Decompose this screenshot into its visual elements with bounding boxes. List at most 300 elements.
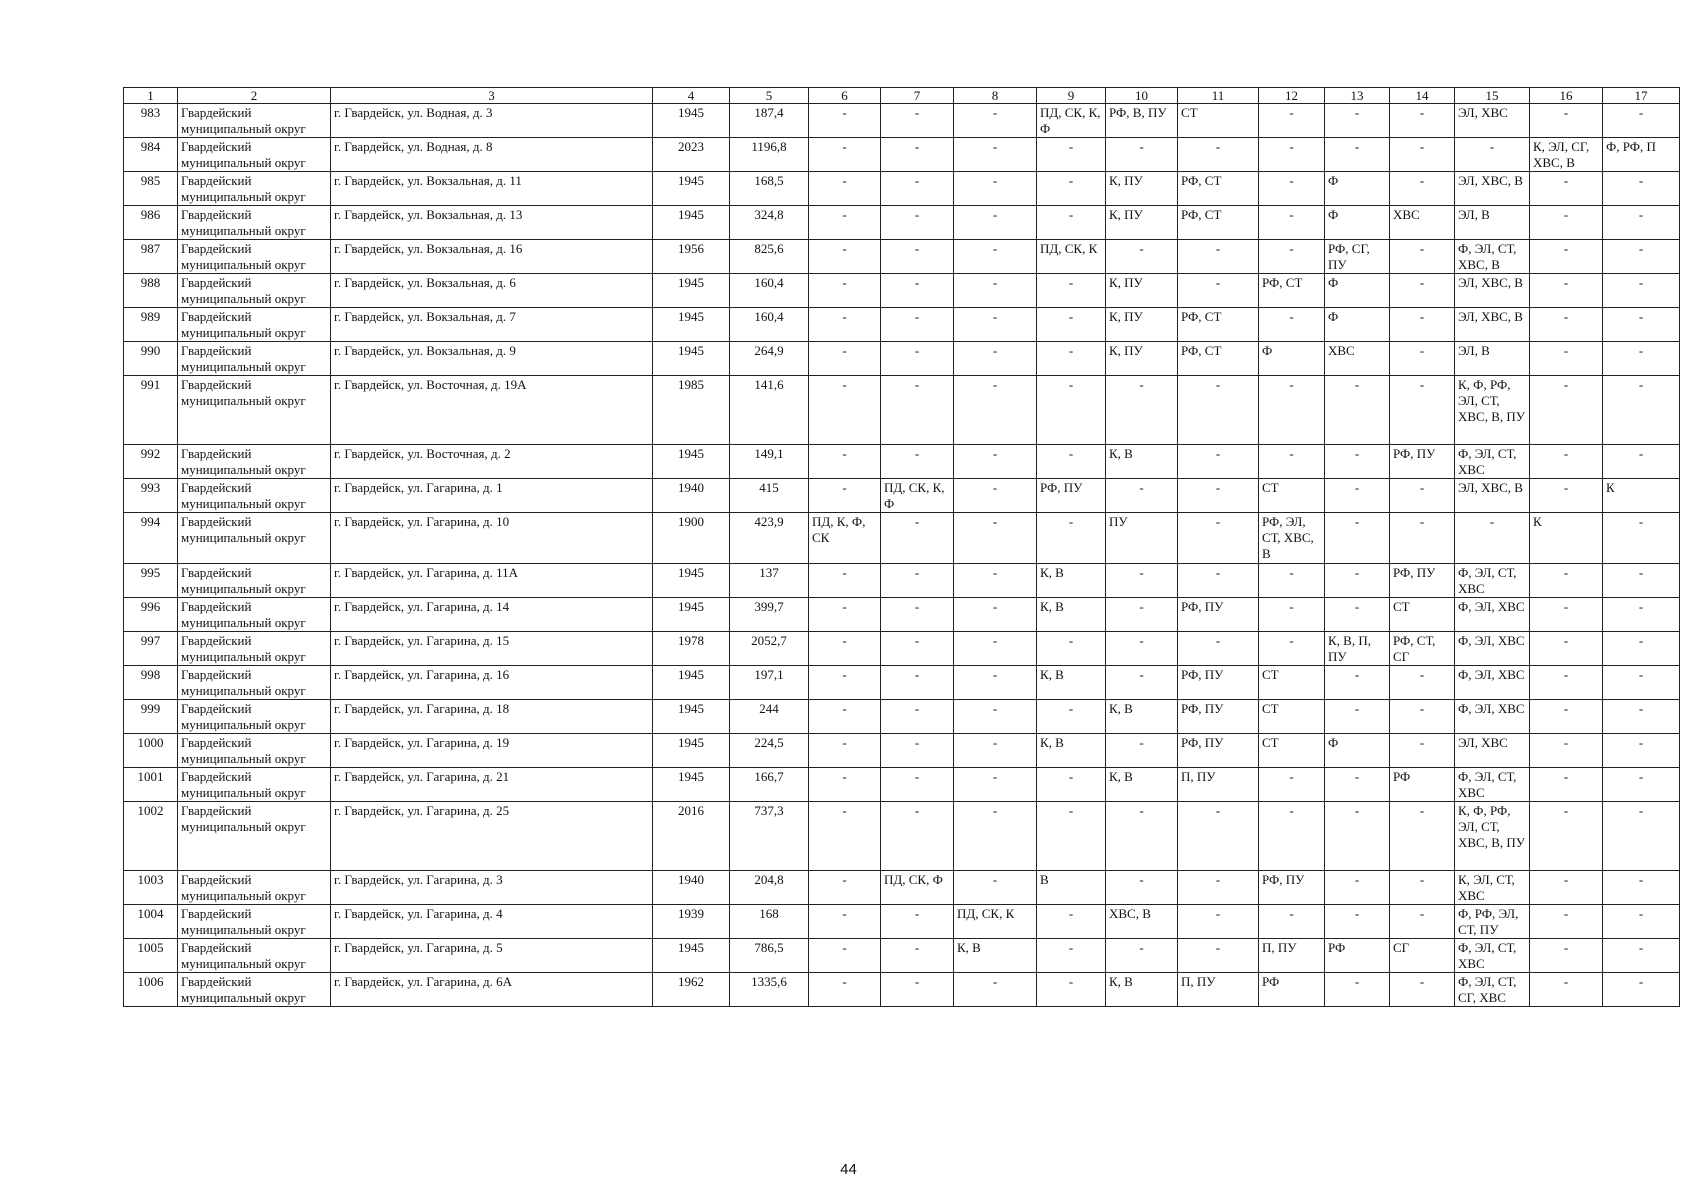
cell-col-14: - — [1390, 905, 1455, 939]
table-body — [124, 104, 1680, 1007]
cell-col-13: - — [1325, 104, 1390, 138]
cell-col-12: - — [1259, 632, 1325, 666]
cell-col-1: 998 — [124, 666, 178, 700]
cell-col-5: 166,7 — [730, 768, 809, 802]
cell-col-8: - — [954, 598, 1037, 632]
cell-col-14: - — [1390, 342, 1455, 376]
cell-col-7: - — [881, 802, 954, 871]
cell-col-6: - — [809, 308, 881, 342]
cell-col-15: Ф, ЭЛ, СТ, ХВС — [1455, 445, 1530, 479]
cell-col-7: ПД, СК, К, Ф — [881, 479, 954, 513]
cell-col-2: Гвардейский муниципальный округ — [178, 871, 331, 905]
cell-col-6: - — [809, 240, 881, 274]
cell-col-7: - — [881, 734, 954, 768]
cell-col-4: 1939 — [653, 905, 730, 939]
cell-col-8: - — [954, 104, 1037, 138]
cell-col-12: - — [1259, 802, 1325, 871]
cell-col-4: 1945 — [653, 308, 730, 342]
cell-col-17: - — [1603, 598, 1680, 632]
cell-col-16: - — [1530, 206, 1603, 240]
cell-col-7: - — [881, 564, 954, 598]
cell-col-12: П, ПУ — [1259, 939, 1325, 973]
cell-col-10: К, В — [1106, 445, 1178, 479]
table-row — [124, 445, 1680, 479]
cell-col-5: 324,8 — [730, 206, 809, 240]
cell-col-11: - — [1178, 445, 1259, 479]
cell-col-16: - — [1530, 172, 1603, 206]
cell-col-1: 984 — [124, 138, 178, 172]
cell-col-2: Гвардейский муниципальный округ — [178, 206, 331, 240]
cell-col-4: 1945 — [653, 274, 730, 308]
cell-col-12: - — [1259, 172, 1325, 206]
cell-col-12: - — [1259, 564, 1325, 598]
cell-col-14: - — [1390, 104, 1455, 138]
cell-col-17: - — [1603, 240, 1680, 274]
column-header-2: 2 — [178, 88, 331, 104]
cell-col-10: К, В — [1106, 700, 1178, 734]
cell-col-8: - — [954, 274, 1037, 308]
cell-col-12: СТ — [1259, 700, 1325, 734]
cell-col-11: П, ПУ — [1178, 768, 1259, 802]
table-row — [124, 308, 1680, 342]
cell-col-16: - — [1530, 905, 1603, 939]
cell-col-9: - — [1037, 206, 1106, 240]
cell-col-2: Гвардейский муниципальный округ — [178, 479, 331, 513]
cell-col-10: - — [1106, 802, 1178, 871]
cell-col-2: Гвардейский муниципальный округ — [178, 939, 331, 973]
cell-col-1: 993 — [124, 479, 178, 513]
cell-col-5: 415 — [730, 479, 809, 513]
table-row — [124, 240, 1680, 274]
table-row — [124, 274, 1680, 308]
cell-col-16: - — [1530, 342, 1603, 376]
cell-col-5: 737,3 — [730, 802, 809, 871]
cell-col-4: 1978 — [653, 632, 730, 666]
cell-col-11: - — [1178, 905, 1259, 939]
cell-col-10: К, ПУ — [1106, 172, 1178, 206]
cell-col-7: - — [881, 700, 954, 734]
cell-col-3: г. Гвардейск, ул. Гагарина, д. 4 — [331, 905, 653, 939]
table-row — [124, 479, 1680, 513]
cell-col-3: г. Гвардейск, ул. Гагарина, д. 6А — [331, 973, 653, 1007]
cell-col-13: - — [1325, 513, 1390, 564]
cell-col-9: РФ, ПУ — [1037, 479, 1106, 513]
cell-col-17: - — [1603, 104, 1680, 138]
cell-col-5: 786,5 — [730, 939, 809, 973]
cell-col-2: Гвардейский муниципальный округ — [178, 700, 331, 734]
cell-col-9: - — [1037, 445, 1106, 479]
cell-col-2: Гвардейский муниципальный округ — [178, 632, 331, 666]
cell-col-7: - — [881, 905, 954, 939]
cell-col-2: Гвардейский муниципальный округ — [178, 104, 331, 138]
cell-col-16: - — [1530, 445, 1603, 479]
cell-col-8: - — [954, 802, 1037, 871]
column-header-9: 9 — [1037, 88, 1106, 104]
cell-col-15: ЭЛ, В — [1455, 206, 1530, 240]
cell-col-8: - — [954, 206, 1037, 240]
header-row — [124, 88, 1680, 104]
cell-col-17: - — [1603, 342, 1680, 376]
cell-col-6: - — [809, 479, 881, 513]
cell-col-11: - — [1178, 871, 1259, 905]
cell-col-11: РФ, ПУ — [1178, 666, 1259, 700]
cell-col-4: 1945 — [653, 104, 730, 138]
column-header-12: 12 — [1259, 88, 1325, 104]
cell-col-2: Гвардейский муниципальный округ — [178, 598, 331, 632]
column-header-15: 15 — [1455, 88, 1530, 104]
cell-col-2: Гвардейский муниципальный округ — [178, 342, 331, 376]
cell-col-10: - — [1106, 479, 1178, 513]
cell-col-16: - — [1530, 308, 1603, 342]
cell-col-4: 1940 — [653, 871, 730, 905]
cell-col-3: г. Гвардейск, ул. Вокзальная, д. 9 — [331, 342, 653, 376]
cell-col-10: - — [1106, 632, 1178, 666]
cell-col-16: - — [1530, 802, 1603, 871]
cell-col-17: - — [1603, 513, 1680, 564]
cell-col-11: - — [1178, 274, 1259, 308]
cell-col-11: - — [1178, 138, 1259, 172]
cell-col-9: ПД, СК, К, Ф — [1037, 104, 1106, 138]
column-header-4: 4 — [653, 88, 730, 104]
cell-col-1: 996 — [124, 598, 178, 632]
cell-col-6: - — [809, 666, 881, 700]
cell-col-14: СГ — [1390, 939, 1455, 973]
cell-col-2: Гвардейский муниципальный округ — [178, 564, 331, 598]
cell-col-15: - — [1455, 513, 1530, 564]
cell-col-6: - — [809, 138, 881, 172]
column-header-11: 11 — [1178, 88, 1259, 104]
cell-col-7: - — [881, 445, 954, 479]
cell-col-9: - — [1037, 973, 1106, 1007]
cell-col-1: 1003 — [124, 871, 178, 905]
cell-col-4: 1956 — [653, 240, 730, 274]
cell-col-10: - — [1106, 138, 1178, 172]
cell-col-4: 1945 — [653, 768, 730, 802]
cell-col-16: - — [1530, 479, 1603, 513]
cell-col-7: - — [881, 666, 954, 700]
cell-col-6: - — [809, 632, 881, 666]
cell-col-13: - — [1325, 973, 1390, 1007]
cell-col-15: К, Ф, РФ, ЭЛ, СТ, ХВС, В, ПУ — [1455, 376, 1530, 445]
cell-col-6: - — [809, 871, 881, 905]
cell-col-7: - — [881, 342, 954, 376]
cell-col-16: - — [1530, 734, 1603, 768]
cell-col-16: - — [1530, 768, 1603, 802]
cell-col-1: 992 — [124, 445, 178, 479]
cell-col-6: - — [809, 564, 881, 598]
cell-col-9: - — [1037, 308, 1106, 342]
cell-col-12: - — [1259, 445, 1325, 479]
cell-col-11: РФ, СТ — [1178, 206, 1259, 240]
cell-col-17: - — [1603, 802, 1680, 871]
cell-col-10: - — [1106, 240, 1178, 274]
cell-col-5: 141,6 — [730, 376, 809, 445]
cell-col-6: - — [809, 734, 881, 768]
cell-col-4: 1945 — [653, 734, 730, 768]
cell-col-5: 224,5 — [730, 734, 809, 768]
cell-col-3: г. Гвардейск, ул. Гагарина, д. 1 — [331, 479, 653, 513]
cell-col-2: Гвардейский муниципальный округ — [178, 802, 331, 871]
cell-col-12: - — [1259, 308, 1325, 342]
cell-col-1: 986 — [124, 206, 178, 240]
cell-col-7: - — [881, 240, 954, 274]
cell-col-13: Ф — [1325, 308, 1390, 342]
cell-col-17: - — [1603, 939, 1680, 973]
cell-col-13: - — [1325, 871, 1390, 905]
table-row — [124, 342, 1680, 376]
cell-col-2: Гвардейский муниципальный округ — [178, 905, 331, 939]
cell-col-4: 1945 — [653, 206, 730, 240]
cell-col-8: - — [954, 973, 1037, 1007]
cell-col-8: - — [954, 734, 1037, 768]
cell-col-14: - — [1390, 172, 1455, 206]
cell-col-6: - — [809, 768, 881, 802]
cell-col-17: Ф, РФ, П — [1603, 138, 1680, 172]
cell-col-5: 423,9 — [730, 513, 809, 564]
column-header-6: 6 — [809, 88, 881, 104]
cell-col-12: - — [1259, 240, 1325, 274]
housing-register-table — [123, 87, 1680, 1007]
cell-col-7: - — [881, 308, 954, 342]
cell-col-13: ХВС — [1325, 342, 1390, 376]
cell-col-6: - — [809, 445, 881, 479]
table-row — [124, 564, 1680, 598]
table-header — [124, 88, 1680, 104]
cell-col-17: - — [1603, 700, 1680, 734]
cell-col-1: 991 — [124, 376, 178, 445]
cell-col-1: 1000 — [124, 734, 178, 768]
cell-col-12: СТ — [1259, 734, 1325, 768]
cell-col-10: К, ПУ — [1106, 274, 1178, 308]
cell-col-9: В — [1037, 871, 1106, 905]
cell-col-3: г. Гвардейск, ул. Восточная, д. 19А — [331, 376, 653, 445]
cell-col-1: 1005 — [124, 939, 178, 973]
cell-col-10: К, ПУ — [1106, 206, 1178, 240]
cell-col-1: 988 — [124, 274, 178, 308]
cell-col-2: Гвардейский муниципальный округ — [178, 734, 331, 768]
cell-col-13: - — [1325, 376, 1390, 445]
cell-col-2: Гвардейский муниципальный округ — [178, 172, 331, 206]
cell-col-12: - — [1259, 206, 1325, 240]
cell-col-6: - — [809, 104, 881, 138]
cell-col-14: - — [1390, 138, 1455, 172]
cell-col-15: Ф, ЭЛ, СТ, ХВС — [1455, 939, 1530, 973]
cell-col-1: 1004 — [124, 905, 178, 939]
cell-col-3: г. Гвардейск, ул. Гагарина, д. 14 — [331, 598, 653, 632]
cell-col-10: - — [1106, 376, 1178, 445]
cell-col-16: - — [1530, 104, 1603, 138]
cell-col-6: - — [809, 598, 881, 632]
cell-col-6: - — [809, 206, 881, 240]
cell-col-11: СТ — [1178, 104, 1259, 138]
cell-col-17: К — [1603, 479, 1680, 513]
cell-col-9: - — [1037, 274, 1106, 308]
cell-col-16: К, ЭЛ, СГ, ХВС, В — [1530, 138, 1603, 172]
cell-col-1: 985 — [124, 172, 178, 206]
cell-col-6: - — [809, 939, 881, 973]
cell-col-16: - — [1530, 700, 1603, 734]
cell-col-11: РФ, ПУ — [1178, 734, 1259, 768]
cell-col-5: 399,7 — [730, 598, 809, 632]
cell-col-9: - — [1037, 700, 1106, 734]
cell-col-16: - — [1530, 564, 1603, 598]
cell-col-5: 264,9 — [730, 342, 809, 376]
cell-col-5: 2052,7 — [730, 632, 809, 666]
cell-col-3: г. Гвардейск, ул. Водная, д. 3 — [331, 104, 653, 138]
cell-col-13: - — [1325, 802, 1390, 871]
cell-col-14: - — [1390, 274, 1455, 308]
cell-col-9: К, В — [1037, 598, 1106, 632]
cell-col-7: - — [881, 632, 954, 666]
cell-col-15: Ф, ЭЛ, СТ, ХВС, В — [1455, 240, 1530, 274]
cell-col-9: - — [1037, 632, 1106, 666]
cell-col-1: 990 — [124, 342, 178, 376]
cell-col-8: - — [954, 376, 1037, 445]
cell-col-14: - — [1390, 973, 1455, 1007]
cell-col-8: - — [954, 479, 1037, 513]
cell-col-13: - — [1325, 700, 1390, 734]
cell-col-17: - — [1603, 734, 1680, 768]
cell-col-12: СТ — [1259, 479, 1325, 513]
cell-col-11: - — [1178, 513, 1259, 564]
cell-col-7: - — [881, 939, 954, 973]
cell-col-12: - — [1259, 376, 1325, 445]
cell-col-17: - — [1603, 632, 1680, 666]
column-header-5: 5 — [730, 88, 809, 104]
cell-col-10: - — [1106, 564, 1178, 598]
cell-col-4: 1940 — [653, 479, 730, 513]
cell-col-7: - — [881, 973, 954, 1007]
cell-col-15: ЭЛ, В — [1455, 342, 1530, 376]
cell-col-11: РФ, СТ — [1178, 172, 1259, 206]
cell-col-8: - — [954, 172, 1037, 206]
cell-col-8: - — [954, 308, 1037, 342]
cell-col-1: 987 — [124, 240, 178, 274]
cell-col-10: К, В — [1106, 768, 1178, 802]
table-row — [124, 666, 1680, 700]
table-row — [124, 513, 1680, 564]
cell-col-13: - — [1325, 564, 1390, 598]
cell-col-8: - — [954, 666, 1037, 700]
cell-col-17: - — [1603, 564, 1680, 598]
cell-col-4: 1945 — [653, 700, 730, 734]
column-header-10: 10 — [1106, 88, 1178, 104]
cell-col-3: г. Гвардейск, ул. Гагарина, д. 18 — [331, 700, 653, 734]
table-row — [124, 973, 1680, 1007]
cell-col-2: Гвардейский муниципальный округ — [178, 666, 331, 700]
cell-col-10: - — [1106, 666, 1178, 700]
cell-col-13: Ф — [1325, 172, 1390, 206]
cell-col-9: - — [1037, 768, 1106, 802]
cell-col-14: - — [1390, 666, 1455, 700]
cell-col-7: - — [881, 104, 954, 138]
cell-col-10: РФ, В, ПУ — [1106, 104, 1178, 138]
cell-col-15: ЭЛ, ХВС — [1455, 734, 1530, 768]
cell-col-15: Ф, ЭЛ, ХВС — [1455, 700, 1530, 734]
cell-col-13: РФ — [1325, 939, 1390, 973]
cell-col-13: - — [1325, 768, 1390, 802]
cell-col-5: 197,1 — [730, 666, 809, 700]
cell-col-11: РФ, ПУ — [1178, 598, 1259, 632]
cell-col-11: П, ПУ — [1178, 973, 1259, 1007]
cell-col-8: - — [954, 445, 1037, 479]
cell-col-9: - — [1037, 376, 1106, 445]
cell-col-6: - — [809, 973, 881, 1007]
column-header-3: 3 — [331, 88, 653, 104]
cell-col-17: - — [1603, 274, 1680, 308]
cell-col-3: г. Гвардейск, ул. Вокзальная, д. 6 — [331, 274, 653, 308]
cell-col-2: Гвардейский муниципальный округ — [178, 513, 331, 564]
cell-col-4: 1945 — [653, 445, 730, 479]
cell-col-16: - — [1530, 240, 1603, 274]
cell-col-6: - — [809, 274, 881, 308]
cell-col-7: ПД, СК, Ф — [881, 871, 954, 905]
cell-col-9: - — [1037, 342, 1106, 376]
cell-col-12: - — [1259, 768, 1325, 802]
cell-col-15: ЭЛ, ХВС, В — [1455, 308, 1530, 342]
table-row — [124, 905, 1680, 939]
cell-col-17: - — [1603, 666, 1680, 700]
cell-col-3: г. Гвардейск, ул. Восточная, д. 2 — [331, 445, 653, 479]
cell-col-5: 168 — [730, 905, 809, 939]
cell-col-4: 1945 — [653, 666, 730, 700]
cell-col-12: СТ — [1259, 666, 1325, 700]
cell-col-8: К, В — [954, 939, 1037, 973]
column-header-13: 13 — [1325, 88, 1390, 104]
cell-col-16: - — [1530, 666, 1603, 700]
cell-col-17: - — [1603, 973, 1680, 1007]
cell-col-14: СТ — [1390, 598, 1455, 632]
cell-col-5: 204,8 — [730, 871, 809, 905]
cell-col-13: К, В, П, ПУ — [1325, 632, 1390, 666]
cell-col-16: - — [1530, 939, 1603, 973]
cell-col-15: Ф, ЭЛ, ХВС — [1455, 666, 1530, 700]
cell-col-17: - — [1603, 871, 1680, 905]
cell-col-15: ЭЛ, ХВС, В — [1455, 172, 1530, 206]
cell-col-3: г. Гвардейск, ул. Гагарина, д. 10 — [331, 513, 653, 564]
cell-col-1: 997 — [124, 632, 178, 666]
cell-col-3: г. Гвардейск, ул. Вокзальная, д. 11 — [331, 172, 653, 206]
cell-col-14: РФ — [1390, 768, 1455, 802]
table-row — [124, 376, 1680, 445]
cell-col-9: К, В — [1037, 564, 1106, 598]
cell-col-12: РФ — [1259, 973, 1325, 1007]
cell-col-4: 2016 — [653, 802, 730, 871]
cell-col-8: - — [954, 871, 1037, 905]
cell-col-5: 825,6 — [730, 240, 809, 274]
cell-col-3: г. Гвардейск, ул. Гагарина, д. 25 — [331, 802, 653, 871]
cell-col-2: Гвардейский муниципальный округ — [178, 768, 331, 802]
cell-col-3: г. Гвардейск, ул. Гагарина, д. 3 — [331, 871, 653, 905]
cell-col-10: - — [1106, 734, 1178, 768]
cell-col-15: Ф, ЭЛ, СТ, ХВС — [1455, 768, 1530, 802]
cell-col-3: г. Гвардейск, ул. Гагарина, д. 21 — [331, 768, 653, 802]
cell-col-14: - — [1390, 871, 1455, 905]
table-row — [124, 632, 1680, 666]
cell-col-9: - — [1037, 513, 1106, 564]
cell-col-3: г. Гвардейск, ул. Гагарина, д. 19 — [331, 734, 653, 768]
cell-col-1: 994 — [124, 513, 178, 564]
cell-col-5: 160,4 — [730, 274, 809, 308]
cell-col-17: - — [1603, 905, 1680, 939]
cell-col-1: 995 — [124, 564, 178, 598]
cell-col-8: - — [954, 700, 1037, 734]
cell-col-7: - — [881, 138, 954, 172]
cell-col-17: - — [1603, 445, 1680, 479]
cell-col-10: - — [1106, 939, 1178, 973]
cell-col-14: - — [1390, 513, 1455, 564]
table-row — [124, 104, 1680, 138]
